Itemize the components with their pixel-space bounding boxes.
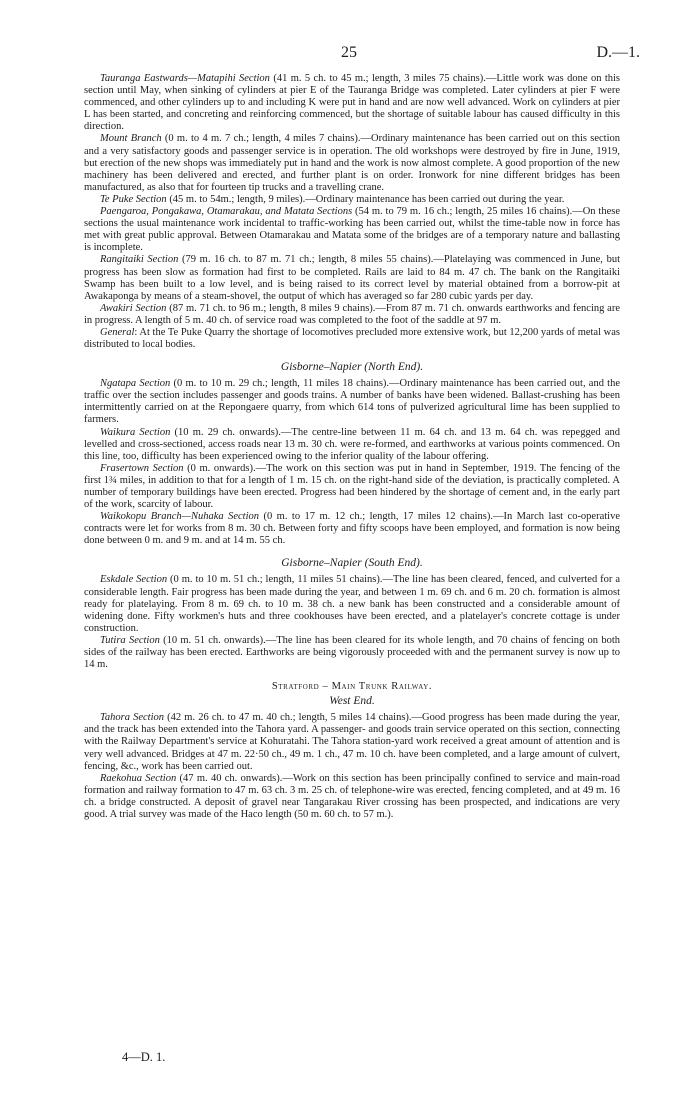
section-text: (54 m. to 79 m. 16 ch.; length, 25 miles 16 chains).—On these sections the usual maintenance work incidental to traffic-working has been carried out, whilst the time-table now in force has met with great public approval. Between Otamarakau and Matata some of the bridges are of a temporary nature and ballasting is incomplete. bbox=[84, 206, 620, 254]
section-text: (79 m. 16 ch. to 87 m. 71 ch.; length, 8 miles 55 chains).—Platelaying was commenced in June, but progress has been slow as formation had first to be completed. Rails are laid to 84 m. 47 ch. The bank on the Rangitaiki Swamp has been built to a low level, and is being raised to its correct level by material obtained from a borrow-pit at Awakaponga by means of a steam-shovel, the output of which has averaged so far 280 cubic yards per day. bbox=[84, 254, 620, 302]
section-text: (0 m. to 10 m. 51 ch.; length, 11 miles 51 chains).—The line has been cleared, fenced, and culverted for a considerable length. Fair progress has been made during the year, and between 1 m. 69 ch. and 6 m. 20 ch. formation is almost ready for platelaying. From 8 m. 69 ch. to 10 m. 38 ch. a new bank has been constructed and a considerable amount of widening done. Fifty workmen's huts and three cookhouses have been erected, and a platelayer's concrete cottage is under construction. bbox=[84, 574, 620, 634]
section-lead: Frasertown Section bbox=[100, 462, 184, 474]
section-lead: General bbox=[100, 326, 135, 338]
section-text: (10 m. 51 ch. onwards).—The line has been cleared for its whole length, and 70 chains of fencing on both sides of the railway has been erected. Earthworks are being vigorously proceeded with and the permanent survey is now up to 14 m. bbox=[84, 634, 620, 671]
paragraph-general bbox=[84, 327, 620, 351]
section-lead: Waikura Section bbox=[100, 426, 171, 438]
heading-stratford-main-trunk: Stratford – Main Trunk Railway. bbox=[271, 681, 433, 693]
page-signature: 4—D. 1. bbox=[122, 1050, 166, 1064]
section-text: (41 m. 5 ch. to 45 m.; length, 3 miles 75 chains).—Little work was done on this section until May, when sinking of cylinders at pier E of the Tauranga Bridge was completed. Later cylinders at pier F were commenced, and other cylinders up to and including K were put in hand and are now well advanced. Work on cylinders at pier L has been started, and concreting and reinforcing commenced, but the shortage of suitable labour has caused difficulty in this direction. bbox=[84, 73, 621, 133]
paragraph-ngatapa bbox=[84, 378, 620, 426]
paragraph-waikura bbox=[84, 427, 620, 463]
section-text: (45 m. to 54m.; length, 9 miles).—Ordinary maintenance has been carried out during the year. bbox=[166, 193, 565, 205]
heading-gisborne-napier-south: Gisborne–Napier (South End). bbox=[281, 557, 423, 570]
section-text: (0 m. to 17 m. 12 ch.; length, 17 miles 12 chains).—In March last co-operative contracts were let for works from 8 m. 30 ch. Between forty and fifty scoops have been employed, and formation is now being done between 0 m. and 9 m. and at 14 m. 55 ch. bbox=[84, 511, 620, 547]
paragraph-tahora bbox=[84, 712, 620, 772]
section-text: (47 m. 40 ch. onwards).—Work on this section has been principally confined to service and main-road formation and railway formation to 47 m. 63 ch. 3 m. 25 ch. of telephone-wire was erected, fencing completed, and at 49 m. 16 ch. a bridge constructed. A deposit of gravel near Tangarakau River crossing has been prospected, and indications are very good. A trial survey was made of the Haco length (50 m. 60 ch. to 57 m.). bbox=[84, 772, 621, 820]
paragraph-te-puke bbox=[84, 194, 620, 206]
section-text: (0 m. onwards).—The work on this section was put in hand in September, 1919. The fencing of the first 1¾ miles, in addition to that for a length of 1 m. 15 ch. on the right-hand side of the deviation, is practically completed. A number of temporary buildings have been erected. Progress had been hindered by the shortage of cement and, in the early part of the work, scarcity of labour. bbox=[84, 462, 620, 511]
section-lead: Paengaroa, Pongakawa, Otamarakau, and Matata Sections bbox=[100, 206, 353, 218]
paragraph-eskdale bbox=[84, 574, 620, 634]
section-text: (0 m. to 10 m. 29 ch.; length, 11 miles 18 chains).—Ordinary maintenance has been carried out, and the traffic over the section includes passenger and goods trains. A number of banks have been widened. Ballast-crushing has been intermittently carried on at the Repongaere quarry, from which 614 tons of pulverized agricultural lime has been supplied to farmers. bbox=[84, 378, 620, 426]
section-lead: Tauranga Eastwards—Matapihi Section bbox=[100, 73, 270, 84]
subheading-west-end: West End. bbox=[329, 695, 375, 708]
paragraph-rangitaiki bbox=[84, 254, 620, 302]
paragraph-nuhaka bbox=[84, 511, 620, 547]
section-text: : At the Te Puke Quarry the shortage of locomotives precluded more extensive work, but 12,200 yards of metal was distributed to local bodies. bbox=[84, 326, 620, 351]
section-lead: Tutira Section bbox=[100, 634, 160, 646]
document-body bbox=[84, 73, 620, 821]
section-lead: Mount Branch bbox=[100, 133, 162, 145]
document-reference: D.—1. bbox=[596, 44, 640, 61]
section-text: (87 m. 71 ch. to 96 m.; length, 8 miles 9 chains).—From 87 m. 71 ch. onwards earthworks and fencing are in progress. A length of 5 m. 40 ch. of service road was completed to the foot of the saddle at 97 m. bbox=[84, 302, 620, 326]
section-lead: Raekohua Section bbox=[100, 772, 177, 784]
section-lead: Rangitaiki Section bbox=[100, 254, 179, 266]
paragraph-awakiri bbox=[84, 303, 620, 327]
section-text: (42 m. 26 ch. to 47 m. 40 ch.; length, 5 miles 14 chains).—Good progress has been made during the year, and the track has been extended into the Tahora yard. A passenger- and goods train service operated on this section, connecting with the Railway Department's service at Kohuratahi. The Tahora station-yard work received a great amount of attention and is very well advanced. Bridges at 47 m. 22·50 ch., 49 m. 1 ch., 47 m. 10 ch. have been completed, and a large amount of culvert, fencing, &c., work has been carried out. bbox=[84, 712, 620, 772]
page-number: 25 bbox=[341, 44, 357, 61]
paragraph-frasertown bbox=[84, 463, 620, 511]
paragraph-mount-branch bbox=[84, 133, 620, 193]
paragraph-matapihi bbox=[84, 73, 620, 133]
heading-gisborne-napier-north: Gisborne–Napier (North End). bbox=[280, 361, 424, 374]
paragraph-raekohua bbox=[84, 773, 620, 821]
page-header bbox=[0, 44, 700, 66]
section-lead: Eskdale Section bbox=[100, 574, 168, 586]
section-lead: Te Puke Section bbox=[100, 193, 167, 205]
section-lead: Awakiri Section bbox=[100, 302, 167, 314]
section-lead: Tahora Section bbox=[100, 712, 165, 724]
paragraph-paengaroa bbox=[84, 206, 620, 254]
section-lead: Waikokopu Branch—Nuhaka Section bbox=[100, 511, 259, 523]
section-lead: Ngatapa Section bbox=[100, 378, 171, 390]
section-text: (0 m. to 4 m. 7 ch.; length, 4 miles 7 chains).—Ordinary maintenance has been carried out on this section and a very satisfactory goods and passenger service is in operation. The old workshops were destroyed by fire in June, 1919, but erection of the new shops was immediately put in hand and the work is now almost complete. A good proportion of the new machinery has been delivered and erected, and further plant is on order. Ironwork for nine different bridges has been manufactured, as also that for fourteen tip trucks and a travelling crane. bbox=[84, 133, 620, 193]
section-text: (10 m. 29 ch. onwards).—The centre-line between 11 m. 64 ch. and 13 m. 64 ch. was repegged and levelled and cross-sectioned, access roads near 13 m. 30 ch. were re-formed, and earthworks at various points commenced. On this line, too, difficulty has been experienced owing to the inferior quality of the labour offering. bbox=[84, 426, 621, 462]
paragraph-tutira bbox=[84, 635, 620, 671]
